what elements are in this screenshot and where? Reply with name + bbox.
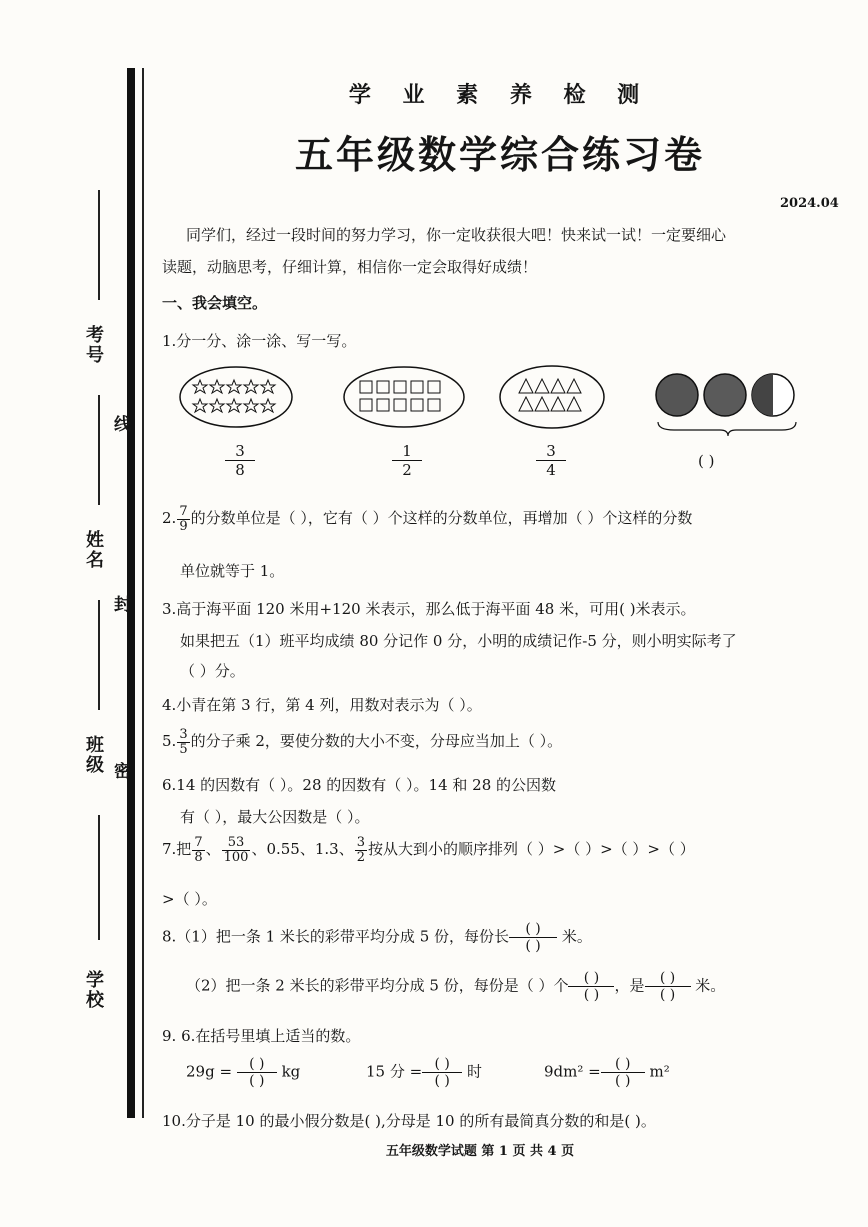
binding-bar-thin [142,68,144,1118]
q3-line-1: 3.高于海平面 120 米用+120 米表示，那么低于海平面 48 米，可用( )米表示。 [162,600,696,618]
q2-line-1: 2. $\frac{7}{9}$ 的分数单位是（ ），它有（ ）个这样的分数单位，再增加（ ）个这样的分数 [162,504,693,534]
class-line [98,600,100,710]
q7-fraction-2: $\frac{53}{100}$ [223,835,249,865]
q4-text: 4.小青在第 3 行，第 4 列，用数对表示为（ ）。 [162,696,482,714]
q1-figure-circles [654,370,804,440]
q6-line-2: 有（ ），最大公因数是（ ）。 [180,808,370,826]
q8-fraction-3: ( ) ( ) [645,970,691,1003]
exam-no-label: 考号 [83,325,104,365]
seal-char-line: 线 [110,415,130,432]
q9-fraction-c: ( ) ( ) [601,1056,645,1089]
q2-fraction: $\frac{7}{9}$ [179,504,188,534]
class-label: 班级 [83,735,104,775]
q1-figure-squares [342,362,466,432]
q1-figure-triangles [497,362,607,432]
intro-line-1: 同学们，经过一段时间的努力学习，你一定收获很大吧！快来试一试！一定要细心 [186,226,727,244]
q7-line-1: 7.把 $\frac{7}{8}$ 、 $\frac{53}{100}$ 、0.55、1.3、 $\frac{3}{2}$ 按从大到小的顺序排列（ ）>（ ）>（ ）>（ ） [162,835,695,865]
school-line [98,815,100,940]
q2-line-2: 单位就等于 1。 [180,562,285,580]
intro-line-2: 读题，动脑思考，仔细计算，相信你一定会取得好成绩！ [162,258,538,276]
q1-text: 1.分一分、涂一涂、写一写。 [162,332,357,350]
q3-line-2: 如果把五（1）班平均成绩 80 分记作 0 分，小明的成绩记作-5 分，则小明实际考了 [180,632,737,650]
q1-fig1-fraction: 3 8 [225,442,255,479]
q9-item-a: 29g = ( ) ( ) kg [186,1056,301,1090]
q1-fig4-blank[interactable]: ( ) [698,452,715,470]
exam-subtitle: 学 业 素 养 检 测 [348,83,652,108]
exam-date: 2024.04 [780,196,839,211]
q1-figure-stars [178,362,298,432]
q7-line-2: >（ ）。 [162,890,217,908]
q1-fig3-fraction: 3 4 [536,442,566,479]
q9-fraction-b: ( ) ( ) [422,1056,462,1089]
q9-item-b: 15 分 = ( ) ( ) 时 [366,1056,482,1090]
q1-fig2-fraction: 1 2 [392,442,422,479]
q9-text: 9. 6.在括号里填上适当的数。 [162,1027,361,1045]
q8-line-1: 8.（1）把一条 1 米长的彩带平均分成 5 份，每份长 ( ) ( ) 米。 [162,921,592,955]
section-title: 一、我会填空。 [162,294,268,312]
q3-line-3: （ ）分。 [180,662,245,680]
q8-fraction-1: ( ) ( ) [509,921,557,954]
exam-no-line [98,190,100,300]
q8-fraction-2: ( ) ( ) [568,970,614,1003]
q9-fraction-a: ( ) ( ) [237,1056,277,1089]
school-label: 学校 [83,970,104,1010]
q10-text: 10.分子是 10 的最小假分数是( ),分母是 10 的所有最简真分数的和是( )。 [162,1112,656,1130]
q7-fraction-1: $\frac{7}{8}$ [194,835,203,865]
q5-text: 5. $\frac{3}{5}$ 的分子乘 2，要使分数的大小不变，分母应当加上（ ）。 [162,727,563,757]
q7-fraction-3: $\frac{3}{2}$ [356,835,365,865]
seal-char-seal: 封 [110,595,130,612]
exam-title: 五年级数学综合练习卷 [294,132,705,177]
q9-item-c: 9dm² = ( ) ( ) m² [544,1056,670,1090]
binding-bar-thick [127,68,135,1118]
q6-line-1: 6.14 的因数有（ ）。28 的因数有（ ）。14 和 28 的公因数 [162,776,557,794]
name-label: 姓名 [83,530,104,570]
seal-char-secret: 密 [110,762,130,779]
page-footer: 五年级数学试题 第 1 页 共 4 页 [385,1144,575,1159]
name-line [98,395,100,505]
q5-fraction: $\frac{3}{5}$ [179,727,188,757]
q8-line-2: （2）把一条 2 米长的彩带平均分成 5 份，每份是（ ）个 ( ) ( ) ，是 ( ) ( ) 米。 [186,970,726,1004]
